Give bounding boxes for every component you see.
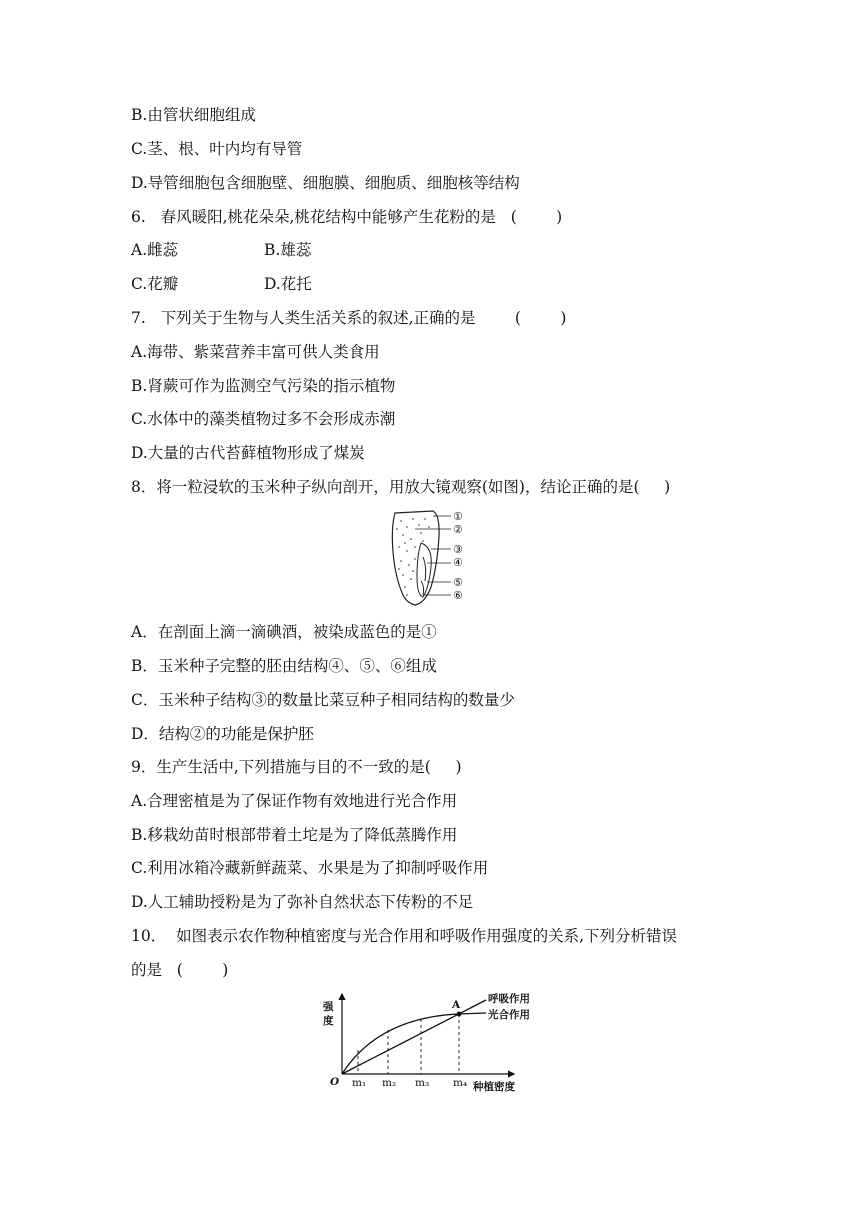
option-c-q8: C．玉米种子结构③的数量比菜豆种子相同结构的数量少 [131,691,515,709]
question-10: 10． 如图表示农作物种植密度与光合作用和呼吸作用强度的关系,下列分析错误 [131,927,678,945]
graph-ylabel-1: 强 [323,1001,334,1013]
option-d-q5: D.导管细胞包含细胞壁、细胞膜、细胞质、细胞核等结构 [131,174,520,192]
seed-label-6: ⑥ [453,589,463,602]
seed-label-1: ① [453,510,463,523]
option-a-q6: A.雌蕊 [131,241,179,259]
seed-label-2: ② [453,523,463,536]
question-7: 7. 下列关于生物与人类生活关系的叙述,正确的是 ( ) [131,309,567,327]
option-b-q7: B.肾蕨可作为监测空气污染的指示植物 [131,377,396,395]
graph-xtick-3: m₃ [415,1077,430,1089]
option-d-q7: D.大量的古代苔藓植物形成了煤炭 [131,444,365,462]
option-c-q7: C.水体中的藻类植物过多不会形成赤潮 [131,410,396,428]
option-d-q6: D.花托 [264,275,312,293]
graph-curve-label-photosynthesis: 光合作用 [488,1009,530,1021]
option-b-q8: B．玉米种子完整的胚由结构④、⑤、⑥组成 [131,657,437,675]
question-10-cont: 的是 ( ) [131,961,229,979]
option-b-q9: B.移栽幼苗时根部带着土坨是为了降低蒸腾作用 [131,826,458,844]
question-8: 8．将一粒浸软的玉米种子纵向剖开，用放大镜观察(如图)，结论正确的是( ) [131,478,671,496]
seed-label-4: ④ [453,556,463,569]
graph-xlabel: 种植密度 [473,1081,515,1093]
graph-xtick-2: m₂ [382,1077,397,1089]
question-9: 9．生产生活中,下列措施与目的不一致的是( ) [131,758,462,776]
option-c-q9: C.利用冰箱冷藏新鲜蔬菜、水果是为了抑制呼吸作用 [131,859,489,877]
seed-label-5: ⑤ [453,576,463,589]
graph-origin: O [330,1076,340,1088]
seed-label-3: ③ [453,543,463,556]
option-b-q6: B.雄蕊 [264,241,312,259]
graph-xtick-1: m₁ [352,1077,367,1089]
graph-xtick-4: m₄ [453,1077,468,1089]
graph-point-label: A [452,999,461,1011]
option-d-q8: D．结构②的功能是保护胚 [131,725,314,743]
option-c-q5: C.茎、根、叶内均有导管 [131,140,303,158]
graph-curve-label-respiration: 呼吸作用 [488,993,530,1005]
option-c-q6: C.花瓣 [131,275,179,293]
graph-ylabel-2: 度 [323,1015,334,1027]
option-d-q9: D.人工辅助授粉是为了弥补自然状态下传粉的不足 [131,893,474,911]
question-6: 6. 春风暖阳,桃花朵朵,桃花结构中能够产生花粉的是 ( ) [131,208,563,226]
option-a-q9: A.合理密植是为了保证作物有效地进行光合作用 [131,792,458,810]
density-graph-figure [318,988,548,1096]
option-b-q5: B.由管状细胞组成 [131,106,256,124]
option-a-q7: A.海带、紫菜营养丰富可供人类食用 [131,343,380,361]
corn-seed-figure [385,507,475,607]
option-a-q8: A．在剖面上滴一滴碘酒，被染成蓝色的是① [131,623,437,641]
